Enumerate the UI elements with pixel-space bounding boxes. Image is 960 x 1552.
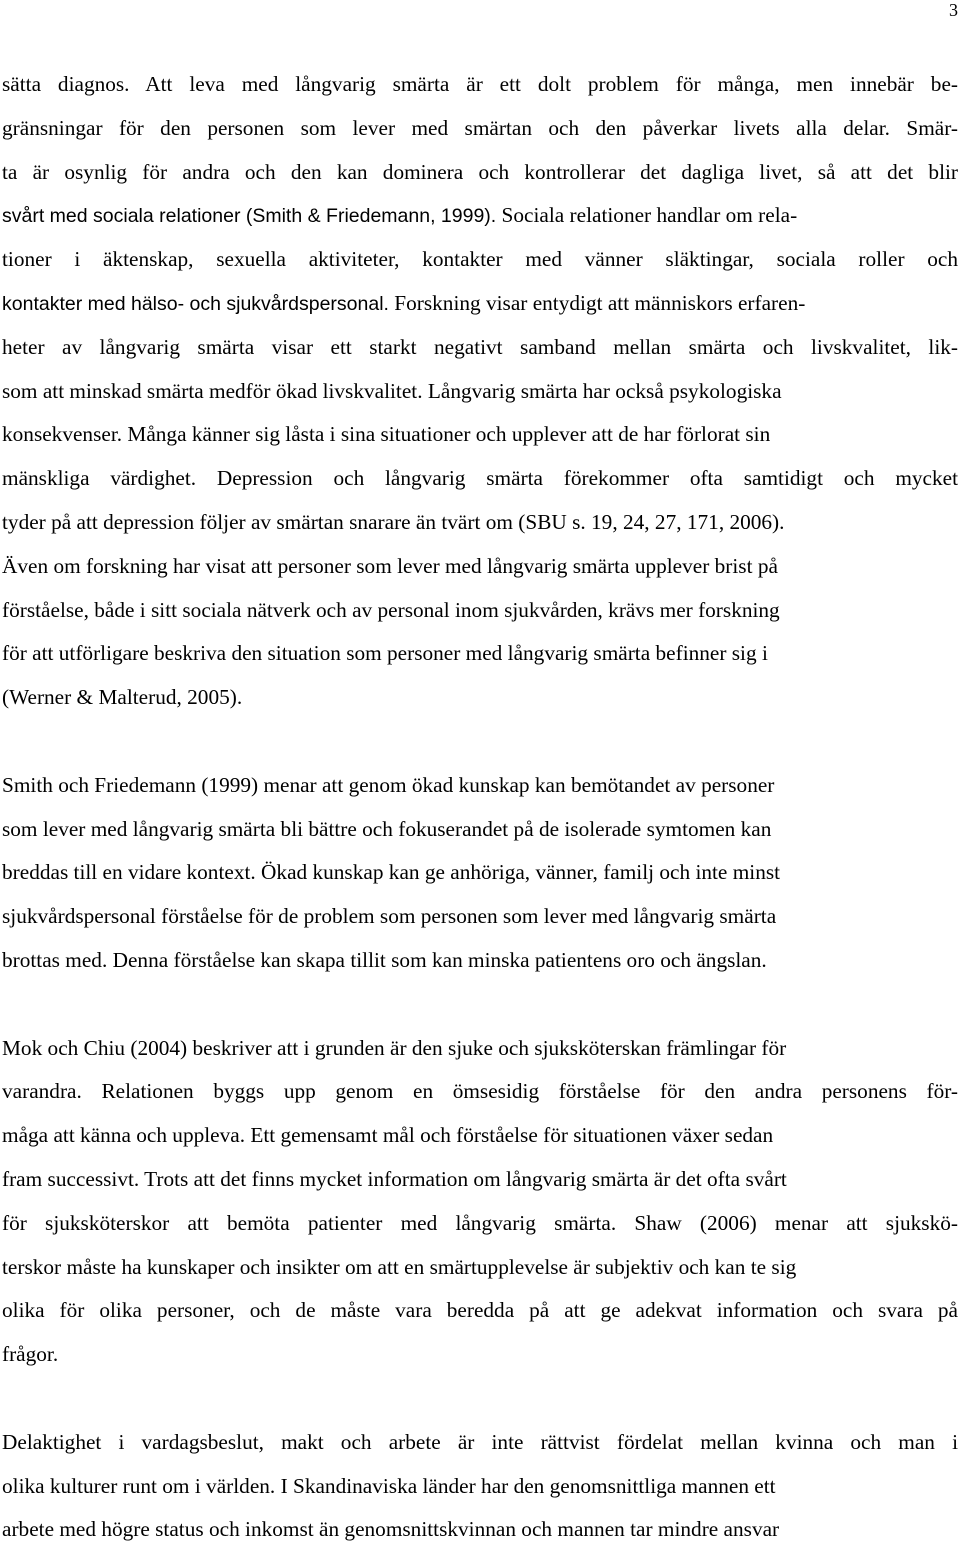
text-line: Mok och Chiu (2004) beskriver att i grunden är den sjuke och sjuksköterskan främlingar för — [2, 1035, 787, 1060]
text-line-mixed — [2, 282, 958, 326]
text-line: olika för olika personer, och de måste vara beredda på att ge adekvat information och svara på — [2, 1298, 958, 1323]
text-line: fram successivt. Trots att det finns mycket information om långvarig smärta är det ofta svårt — [2, 1166, 787, 1191]
text-span-sans: svårt med sociala relationer (Smith & Friedemann, 1999). — [2, 205, 497, 228]
document-body — [2, 63, 958, 1552]
paragraph-4 — [2, 1421, 958, 1552]
text-line-mixed — [2, 194, 958, 238]
text-line: gränsningar för den personen som lever med smärtan och den påverkar livets alla delar. Smär- — [2, 115, 958, 140]
text-line: varandra. Relationen byggs upp genom en ömsesidig förståelse för den andra personens för- — [2, 1079, 958, 1104]
text-line: arbete med högre status och inkomst än genomsnittskvinnan och mannen tar mindre ansvar — [2, 1517, 780, 1542]
text-line: ta är osynlig för andra och den kan dominera och kontrollerar det dagliga livet, så att det blir — [2, 159, 958, 184]
text-line: frågor. — [2, 1342, 59, 1367]
paragraph-gap — [2, 983, 958, 1027]
text-line: heter av långvarig smärta visar ett starkt negativt samband mellan smärta och livskvalitet, lik- — [2, 334, 958, 359]
page-number: 3 — [949, 0, 958, 20]
paragraph-gap — [2, 1377, 958, 1421]
text-line: sjukvårdspersonal förståelse för de problem som personen som lever med långvarig smärta — [2, 904, 777, 929]
text-line: mänskliga värdighet. Depression och långvarig smärta förekommer ofta samtidigt och mycket — [2, 466, 958, 491]
paragraph-2 — [2, 764, 958, 983]
text-span-serif: Forskning visar entydigt att människors erfaren- — [388, 290, 806, 315]
text-line: tyder på att depression följer av smärtan snarare än tvärt om (SBU s. 19, 24, 27, 171, 2006). — [2, 509, 785, 534]
text-line: tioner i äktenskap, sexuella aktiviteter, kontakter med vänner släktingar, sociala roller och — [2, 247, 958, 272]
text-line: som att minskad smärta medför ökad livskvalitet. Långvarig smärta har också psykologiska — [2, 378, 782, 403]
text-line: för att utförligare beskriva den situation som personer med långvarig smärta befinner sig i — [2, 641, 768, 666]
text-line: (Werner & Malterud, 2005). — [2, 685, 243, 710]
paragraph-1 — [2, 63, 958, 720]
text-line: förståelse, både i sitt sociala nätverk och av personal inom sjukvården, krävs mer forskning — [2, 597, 780, 622]
paragraph-gap — [2, 720, 958, 764]
text-line: Även om forskning har visat att personer som lever med långvarig smärta upplever brist på — [2, 553, 778, 578]
text-line: Delaktighet i vardagsbeslut, makt och arbete är inte rättvist fördelat mellan kvinna och man i — [2, 1429, 958, 1454]
paragraph-3 — [2, 1027, 958, 1377]
text-line: olika kulturer runt om i världen. I Skandinaviska länder har den genomsnittliga mannen ett — [2, 1473, 776, 1498]
text-line: terskor måste ha kunskaper och insikter om att en smärtupplevelse är subjektiv och kan te sig — [2, 1254, 797, 1279]
text-line: brottas med. Denna förståelse kan skapa tillit som kan minska patientens oro och ängslan. — [2, 947, 767, 972]
text-line: Smith och Friedemann (1999) menar att genom ökad kunskap kan bemötandet av personer — [2, 772, 775, 797]
text-line: konsekvenser. Många känner sig låsta i sina situationer och upplever att de har förlorat sin — [2, 422, 771, 447]
text-span-serif: Sociala relationer handlar om rela- — [496, 203, 798, 228]
text-line: för sjuksköterskor att bemöta patienter med långvarig smärta. Shaw (2006) menar att sjukskö- — [2, 1210, 958, 1235]
text-line: breddas till en vidare kontext. Ökad kunskap kan ge anhöriga, vänner, familj och inte minst — [2, 860, 781, 885]
text-line: måga att känna och uppleva. Ett gemensamt mål och förståelse för situationen växer sedan — [2, 1123, 774, 1148]
text-span-sans: kontakter med hälso- och sjukvårdspersonal. — [2, 292, 389, 315]
text-line: som lever med långvarig smärta bli bättre och fokuserandet på de isolerade symtomen kan — [2, 816, 772, 841]
text-line: sätta diagnos. Att leva med långvarig smärta är ett dolt problem för många, men innebär be- — [2, 72, 958, 96]
